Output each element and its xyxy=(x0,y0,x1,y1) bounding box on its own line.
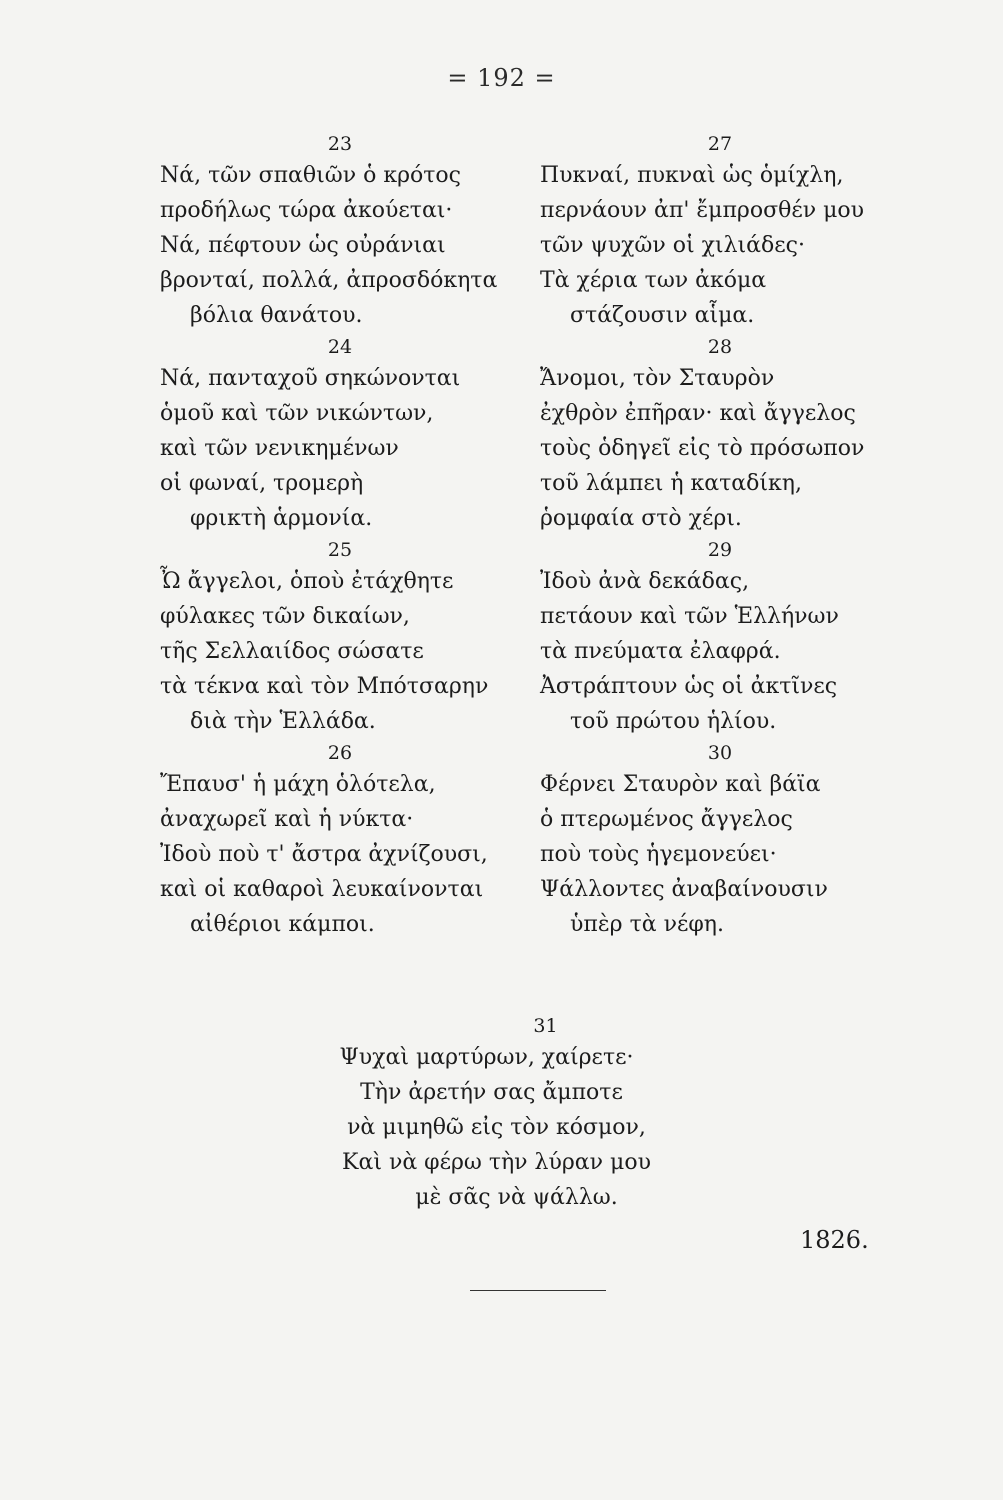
verse-line: Καὶ νὰ φέρω τὴν λύραν μου xyxy=(342,1150,651,1175)
verse-line: τοῦ λάμπει ἡ καταδίκη, xyxy=(540,471,802,496)
verse-line: τὰ πνεύματα ἐλαφρά. xyxy=(540,639,781,664)
verse-line: Νά, πέφτουν ὡς οὐράνιαι xyxy=(160,233,446,258)
final-stanza xyxy=(0,1012,1003,1215)
stanza xyxy=(540,739,930,942)
verse-line: Πυκναί, πυκναὶ ὡς ὁμίχλη, xyxy=(540,163,844,188)
verse-line: στάζουσιν αἷμα. xyxy=(570,303,755,328)
verse-line: Νά, πανταχοῦ σηκώνονται xyxy=(160,366,461,391)
verse-line: βόλια θανάτου. xyxy=(190,303,363,328)
stanza xyxy=(540,536,930,739)
verse-line: Ἀστράπτουν ὡς οἱ ἀκτῖνες xyxy=(540,674,838,699)
stanza-number: 29 xyxy=(707,539,733,561)
verse-line: καὶ τῶν νενικημένων xyxy=(160,436,399,461)
verse-line: οἱ φωναί, τρομερὴ xyxy=(160,471,364,496)
stanza xyxy=(160,130,550,333)
verse-line: Νά, τῶν σπαθιῶν ὁ κρότος xyxy=(160,163,461,188)
stanza-number: 31 xyxy=(533,1015,558,1037)
verse-line: ῥομφαία στὸ χέρι. xyxy=(540,506,742,531)
verse-line: καὶ οἱ καθαροὶ λευκαίνονται xyxy=(160,877,484,902)
verse-line: τὰ τέκνα καὶ τὸν Μπότσαρην xyxy=(160,674,489,699)
poem-date: 1826. xyxy=(800,1226,869,1254)
verse-line: Ψυχαὶ μαρτύρων, χαίρετε· xyxy=(339,1045,634,1070)
stanza-number: 25 xyxy=(327,539,353,561)
verse-line: Φέρνει Σταυρὸν καὶ βάϊα xyxy=(540,772,821,797)
verse-line: ἀναχωρεῖ καὶ ἡ νύκτα· xyxy=(160,807,414,832)
verse-line: ἐχθρὸν ἐπῆραν· καὶ ἄγγελος xyxy=(540,401,856,426)
verse-line: ὁ πτερωμένος ἄγγελος xyxy=(540,807,793,832)
verse-line: ὑπὲρ τὰ νέφη. xyxy=(570,912,724,937)
verse-line: πετάουν καὶ τῶν Ἑλλήνων xyxy=(540,604,839,629)
verse-line: τῆς Σελλαιίδος σώσατε xyxy=(160,639,424,664)
stanza xyxy=(160,333,550,536)
verse-line: Ἰδοὺ ἀνὰ δεκάδας, xyxy=(540,569,750,594)
stanza-number: 27 xyxy=(707,133,733,155)
verse-line: Ψάλλοντες ἀναβαίνουσιν xyxy=(540,877,828,902)
stanza-number: 30 xyxy=(707,742,733,764)
verse-line: ὁμοῦ καὶ τῶν νικώντων, xyxy=(160,401,434,426)
verse-line: βρονταί, πολλά, ἀπροσδόκητα xyxy=(160,268,498,293)
right-column xyxy=(540,130,930,942)
verse-line: φρικτὴ ἁρμονία. xyxy=(190,506,373,531)
verse-line: Τὰ χέρια των ἀκόμα xyxy=(540,268,767,293)
left-column xyxy=(160,130,550,942)
verse-line: Ἄνομοι, τὸν Σταυρὸν xyxy=(540,366,775,391)
verse-line: νὰ μιμηθῶ εἰς τὸν κόσμον, xyxy=(347,1115,646,1140)
verse-line: περνάουν ἀπ' ἔμπροσθέν μου xyxy=(540,198,865,223)
stanza xyxy=(160,739,550,942)
verse-line: τοῦ πρώτου ἡλίου. xyxy=(570,709,777,734)
stanza-number: 28 xyxy=(707,336,733,358)
stanza-number: 26 xyxy=(327,742,353,764)
verse-line: ποὺ τοὺς ἡγεμονεύει· xyxy=(540,842,777,867)
stanza-number: 23 xyxy=(327,133,353,155)
verse-line: διὰ τὴν Ἑλλάδα. xyxy=(190,709,376,734)
verse-line: τοὺς ὁδηγεῖ εἰς τὸ πρόσωπον xyxy=(540,436,865,461)
verse-line: Ἔπαυσ' ἡ μάχη ὁλότελα, xyxy=(160,772,436,797)
stanza xyxy=(540,130,930,333)
page-number: = 192 = xyxy=(447,64,556,92)
verse-line: προδήλως τώρα ἀκούεται· xyxy=(160,198,453,223)
verse-line: Ἰδοὺ ποὺ τ' ἄστρα ἀχνίζουσι, xyxy=(160,842,488,867)
stanza xyxy=(160,536,550,739)
stanza-number: 24 xyxy=(327,336,353,358)
end-rule xyxy=(470,1290,606,1291)
verse-line: τῶν ψυχῶν οἱ χιλιάδες· xyxy=(540,233,805,258)
verse-line: Τὴν ἀρετήν σας ἄμποτε xyxy=(360,1080,623,1105)
verse-line: μὲ σᾶς νὰ ψάλλω. xyxy=(415,1185,618,1210)
stanza xyxy=(540,333,930,536)
verse-line: αἰθέριοι κάμποι. xyxy=(190,912,375,937)
verse-line: Ὦ ἄγγελοι, ὁποὺ ἐτάχθητε xyxy=(160,569,454,594)
verse-line: φύλακες τῶν δικαίων, xyxy=(160,604,410,629)
